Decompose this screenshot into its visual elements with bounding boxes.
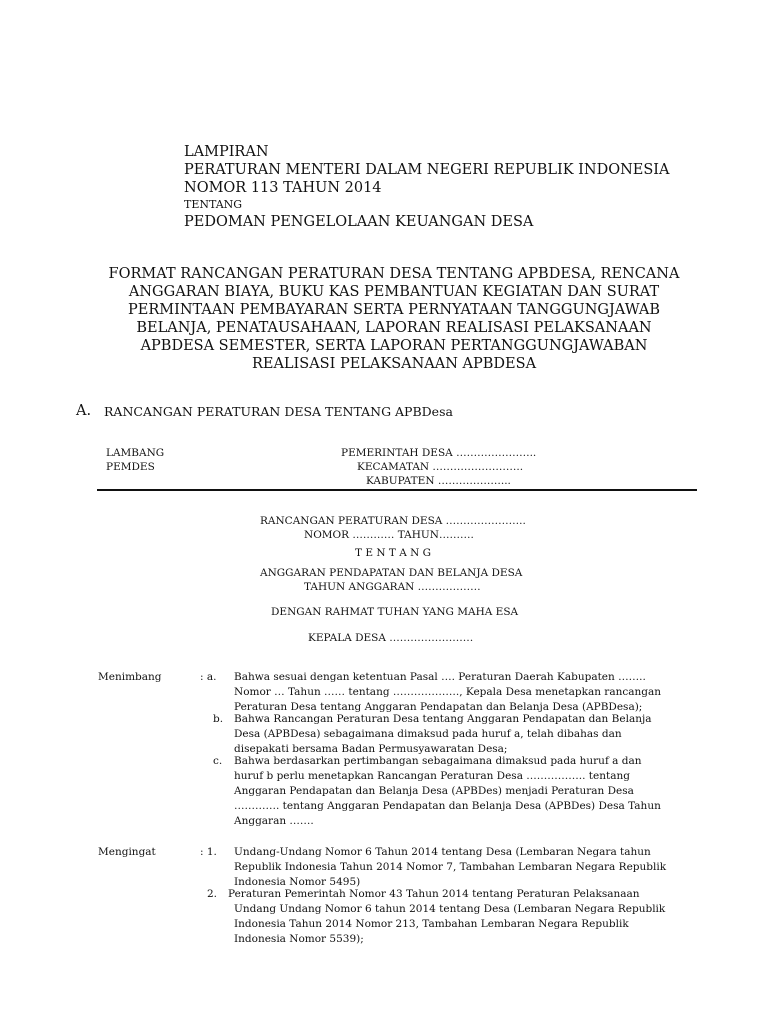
menimbang-c-line: Bahwa berdasarkan pertimbangan sebagaimana dimaksud pada huruf a dan: [234, 755, 642, 767]
tentang-label: TENTANG: [184, 198, 243, 211]
draft-number: NOMOR ………… TAHUN……….: [304, 529, 474, 541]
mengingat-2-line: Indonesia Tahun 2014 Nomor 213, Tambahan Lembaran Negara Republik: [234, 918, 629, 930]
kecamatan: KECAMATAN ……………………..: [357, 461, 524, 473]
mengingat-1-line: Republik Indonesia Tahun 2014 Nomor 7, Tambahan Lembaran Negara Republik: [234, 861, 667, 873]
menimbang-c-line: Anggaran Pendapatan dan Belanja Desa (APBDes) menjadi Peraturan Desa: [234, 785, 634, 797]
draft-tentang: T E N T A N G: [355, 547, 432, 559]
format-title-line: BELANJA, PENATAUSAHAAN, LAPORAN REALISASI PELAKSANAAN: [136, 320, 652, 336]
draft-subject: ANGGARAN PENDAPATAN DAN BELANJA DESA: [260, 567, 523, 579]
menimbang-b-line: disepakati bersama Badan Permusyawaratan Desa;: [234, 743, 508, 755]
menimbang-a-line: Nomor … Tahun …… tentang ………………., Kepala Desa menetapkan rancangan: [234, 686, 661, 698]
menimbang-c-line: Anggaran …….: [234, 815, 314, 827]
draft-fiscal-year: TAHUN ANGGARAN ………………: [304, 581, 481, 593]
format-title-line: APBDESA SEMESTER, SERTA LAPORAN PERTANGGUNGJAWABAN: [140, 338, 648, 354]
mengingat-2-line: Indonesia Nomor 5539);: [234, 933, 364, 945]
lampiran-label: LAMPIRAN: [184, 144, 269, 160]
format-title-line: ANGGARAN BIAYA, BUKU KAS PEMBANTUAN KEGIATAN DAN SURAT: [128, 284, 660, 300]
mengingat-2-line: Peraturan Pemerintah Nomor 43 Tahun 2014 tentang Peraturan Pelaksanaan: [228, 888, 640, 900]
section-a-title: RANCANGAN PERATURAN DESA TENTANG APBDesa: [104, 404, 453, 419]
pemdes-label: PEMDES: [106, 461, 155, 473]
format-title-line: PERMINTAAN PEMBAYARAN SERTA PERNYATAAN TANGGUNGJAWAB: [128, 302, 660, 318]
menimbang-b-line: Desa (APBDesa) sebagaimana dimaksud pada huruf a, telah dibahas dan: [234, 728, 622, 740]
draft-title: RANCANGAN PERATURAN DESA …………………..: [260, 515, 526, 527]
draft-village-head: KEPALA DESA ……………………: [308, 632, 474, 644]
menimbang-a-line: Bahwa sesuai dengan ketentuan Pasal …. Peraturan Daerah Kabupaten ……..: [234, 671, 646, 683]
mengingat-marker-1: : 1.: [200, 846, 217, 858]
menimbang-c-line: huruf b perlu menetapkan Rancangan Peraturan Desa …………….. tentang: [234, 770, 630, 782]
menimbang-a-line: Peraturan Desa tentang Anggaran Pendapatan dan Belanja Desa (APBDesa);: [234, 701, 643, 713]
section-a-label: A.: [76, 403, 92, 419]
regulation-subject: PEDOMAN PENGELOLAAN KEUANGAN DESA: [184, 214, 534, 230]
format-title-line: FORMAT RANCANGAN PERATURAN DESA TENTANG APBDESA, RENCANA: [108, 266, 680, 282]
menimbang-marker-b: b.: [213, 713, 224, 725]
mengingat-2-line: Undang Undang Nomor 6 tahun 2014 tentang Desa (Lembaran Negara Republik: [234, 903, 666, 915]
mengingat-1-line: Undang-Undang Nomor 6 Tahun 2014 tentang Desa (Lembaran Negara tahun: [234, 846, 651, 858]
format-title-line: REALISASI PELAKSANAAN APBDESA: [251, 356, 537, 372]
menimbang-b-line: Bahwa Rancangan Peraturan Desa tentang Anggaran Pendapatan dan Belanja: [234, 713, 652, 725]
lambang-label: LAMBANG: [106, 447, 165, 459]
pemerintah-desa: PEMERINTAH DESA …………………..: [341, 447, 537, 459]
mengingat-marker-2: 2.: [207, 888, 218, 900]
menimbang-marker-c: c.: [213, 755, 223, 767]
regulation-title: PERATURAN MENTERI DALAM NEGERI REPUBLIK INDONESIA: [184, 162, 670, 178]
menimbang-marker-a: : a.: [200, 671, 217, 683]
mengingat-1-line: Indonesia Nomor 5495): [234, 876, 361, 888]
kabupaten: KABUPATEN ………………...: [366, 475, 511, 487]
regulation-number: NOMOR 113 TAHUN 2014: [184, 180, 382, 196]
draft-blessing: DENGAN RAHMAT TUHAN YANG MAHA ESA: [271, 606, 519, 618]
menimbang-c-line: …………. tentang Anggaran Pendapatan dan Belanja Desa (APBDes) Desa Tahun: [234, 800, 661, 812]
letterhead-divider: [97, 489, 697, 491]
mengingat-label: Mengingat: [98, 846, 156, 858]
menimbang-label: Menimbang: [98, 671, 162, 683]
